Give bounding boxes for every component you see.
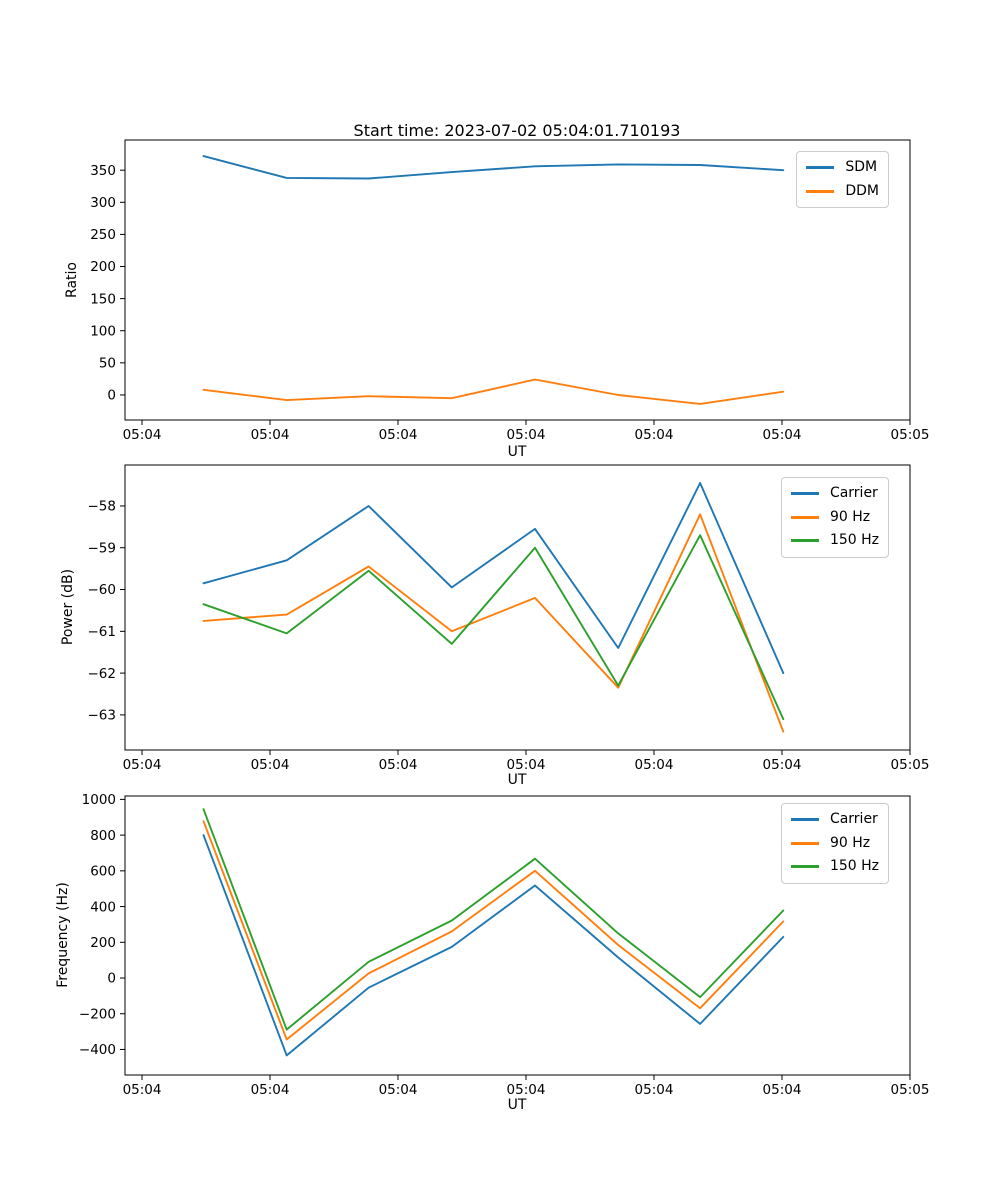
legend-line-swatch: [791, 492, 819, 495]
ratio-x-tick-label: 05:04: [250, 427, 290, 443]
frequency-y-tick-label: −200: [78, 1006, 116, 1023]
legend-line-swatch: [791, 865, 819, 868]
ratio-y-tick-label: 200: [90, 259, 116, 276]
ratio-x-tick-label: 05:04: [506, 427, 546, 443]
frequency-y-tick-label: 0: [107, 970, 116, 987]
power-x-tick-label: 05:04: [378, 757, 418, 773]
power-x-tick-label: 05:04: [122, 757, 162, 773]
ratio-x-tick-label: 05:04: [634, 427, 674, 443]
power-line-150-hz: [204, 535, 784, 719]
ratio-x-tick-label: 05:04: [762, 427, 802, 443]
frequency-line-carrier: [204, 835, 784, 1055]
frequency-x-tick-label: 05:04: [506, 1082, 546, 1098]
legend-line-swatch: [791, 842, 819, 845]
legend-line-swatch: [806, 166, 834, 169]
frequency-y-axis-label: Frequency (Hz): [55, 882, 71, 988]
frequency-legend: [781, 803, 889, 884]
ratio-y-tick-label: 100: [90, 323, 116, 340]
power-y-axis-label: Power (dB): [60, 568, 76, 646]
legend-label: Carrier: [829, 811, 878, 827]
power-y-tick-label: −59: [87, 540, 116, 557]
frequency-x-tick-label: 05:05: [890, 1082, 930, 1098]
legend-row: [791, 532, 879, 550]
ratio-y-tick-label: 250: [90, 227, 116, 244]
power-x-tick-label: 05:04: [506, 757, 546, 773]
frequency-line-150-hz: [204, 809, 784, 1029]
power-x-tick-label: 05:04: [250, 757, 290, 773]
ratio-y-tick-label: 150: [90, 291, 116, 308]
power-legend: [781, 477, 889, 558]
legend-label: DDM: [845, 182, 879, 199]
ratio-x-tick-label: 05:04: [122, 427, 162, 443]
legend-row: [791, 835, 879, 853]
power-line-90-hz: [204, 514, 784, 731]
frequency-y-tick-label: 600: [90, 863, 116, 880]
power-y-tick-label: −63: [87, 707, 116, 724]
frequency-x-tick-label: 05:04: [122, 1082, 162, 1098]
ratio-y-tick-label: 0: [107, 387, 116, 404]
ratio-legend: [796, 151, 889, 208]
frequency-x-axis-label: UT: [507, 1097, 527, 1113]
frequency-x-tick-label: 05:04: [250, 1082, 290, 1098]
legend-row: [791, 858, 879, 876]
legend-label: SDM: [845, 159, 878, 175]
legend-label: 90 Hz: [829, 834, 871, 851]
frequency-y-tick-label: 1000: [81, 792, 116, 809]
legend-label: Carrier: [829, 485, 878, 501]
power-y-tick-label: −61: [87, 624, 116, 641]
ratio-x-tick-label: 05:05: [890, 427, 930, 443]
legend-line-swatch: [791, 539, 819, 542]
legend-row: [806, 183, 879, 201]
frequency-line-90-hz: [204, 821, 784, 1039]
legend-label: 150 Hz: [829, 532, 879, 548]
legend-label: 90 Hz: [829, 508, 871, 525]
ratio-line-ddm: [204, 380, 784, 404]
ratio-x-axis-label: UT: [507, 444, 527, 460]
frequency-y-tick-label: 800: [90, 827, 116, 844]
figure-title: Start time: 2023-07-02 05:04:01.710193: [353, 121, 681, 140]
frequency-x-tick-label: 05:04: [378, 1082, 418, 1098]
ratio-y-tick-label: 350: [90, 162, 116, 179]
legend-row: [791, 485, 879, 503]
frequency-y-tick-label: −400: [78, 1042, 116, 1059]
legend-label: 150 Hz: [829, 858, 879, 874]
ratio-y-tick-label: 300: [90, 194, 116, 211]
frequency-x-tick-label: 05:04: [762, 1082, 802, 1098]
legend-row: [806, 159, 879, 177]
ratio-y-axis-label: Ratio: [64, 262, 80, 298]
legend-line-swatch: [791, 818, 819, 821]
legend-row: [791, 509, 879, 527]
frequency-y-tick-label: 200: [90, 934, 116, 951]
power-y-tick-label: −58: [87, 498, 116, 515]
power-line-carrier: [204, 483, 784, 673]
power-y-tick-label: −62: [87, 665, 116, 682]
power-x-tick-label: 05:05: [890, 757, 930, 773]
ratio-y-tick-label: 50: [98, 355, 116, 372]
ratio-line-sdm: [204, 156, 784, 178]
power-x-tick-label: 05:04: [762, 757, 802, 773]
legend-row: [791, 811, 879, 829]
legend-line-swatch: [806, 190, 834, 193]
power-x-axis-label: UT: [507, 772, 527, 788]
frequency-x-tick-label: 05:04: [634, 1082, 674, 1098]
power-x-tick-label: 05:04: [634, 757, 674, 773]
legend-line-swatch: [791, 516, 819, 519]
frequency-y-tick-label: 400: [90, 899, 116, 916]
ratio-axes-frame: [125, 140, 910, 420]
ratio-x-tick-label: 05:04: [378, 427, 418, 443]
power-y-tick-label: −60: [87, 582, 116, 599]
